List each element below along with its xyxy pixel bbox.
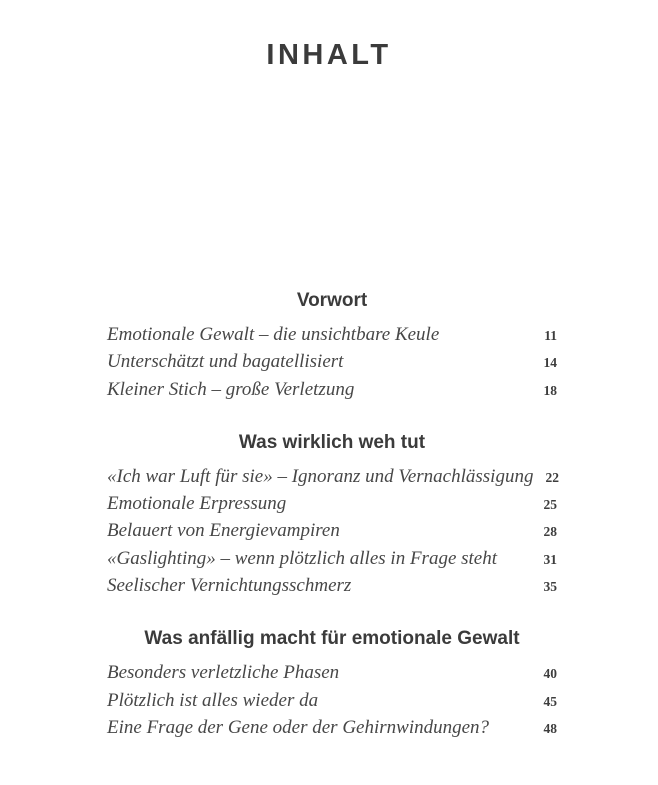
table-of-contents xyxy=(107,291,557,743)
entry-title: Emotionale Erpressung xyxy=(107,493,287,515)
toc-section-was-anfaellig-macht xyxy=(107,629,557,743)
entry-title: Kleiner Stich – große Verletzung xyxy=(107,378,355,400)
entry-title: Unterschätzt und bagatellisiert xyxy=(107,351,344,373)
entry-page-number: 11 xyxy=(544,328,557,343)
entry-page-number: 40 xyxy=(543,666,557,682)
entry-page-number: 45 xyxy=(543,693,557,709)
toc-entry xyxy=(107,378,557,405)
entry-title: Seelischer Vernichtungsschmerz xyxy=(107,575,352,597)
entry-title: «Ich war Luft für sie» – Ignoranz und Vernachlässigung xyxy=(107,465,534,487)
entry-page-number: 31 xyxy=(543,551,557,567)
toc-entry xyxy=(107,323,557,350)
toc-section-was-wirklich-weh-tut xyxy=(107,433,557,601)
entry-title: Emotionale Gewalt – die unsichtbare Keule xyxy=(107,324,440,345)
section-heading: Was wirklich weh tut xyxy=(238,431,426,453)
toc-entry xyxy=(107,519,557,546)
entry-title: Eine Frage der Gene oder der Gehirnwindungen? xyxy=(107,716,490,738)
toc-section-vorwort xyxy=(107,291,557,405)
entry-title: Plötzlich ist alles wieder da xyxy=(107,689,319,711)
entry-page-number: 35 xyxy=(543,579,557,595)
page-title: INHALT xyxy=(266,39,392,71)
entry-title: «Gaslighting» – wenn plötzlich alles in Frage steht xyxy=(107,547,498,569)
entry-page-number: 18 xyxy=(543,382,557,398)
section-heading: Vorwort xyxy=(296,290,368,311)
toc-entry xyxy=(107,689,557,716)
entry-page-number: 48 xyxy=(543,720,557,736)
toc-entry xyxy=(107,574,557,601)
entry-page-number: 25 xyxy=(543,497,557,513)
entry-page-number: 22 xyxy=(545,469,559,485)
toc-entry xyxy=(107,547,557,574)
entry-page-number: 28 xyxy=(543,524,557,540)
entry-title: Belauert von Energievampiren xyxy=(107,520,340,542)
toc-entry xyxy=(107,716,557,743)
toc-entry xyxy=(107,492,557,519)
toc-entry xyxy=(107,661,557,688)
toc-entry xyxy=(107,350,557,377)
section-heading: Was anfällig macht für emotionale Gewalt xyxy=(144,628,520,650)
toc-entry xyxy=(107,465,557,492)
entry-title: Besonders verletzliche Phasen xyxy=(107,662,340,684)
entry-page-number: 14 xyxy=(543,355,557,371)
